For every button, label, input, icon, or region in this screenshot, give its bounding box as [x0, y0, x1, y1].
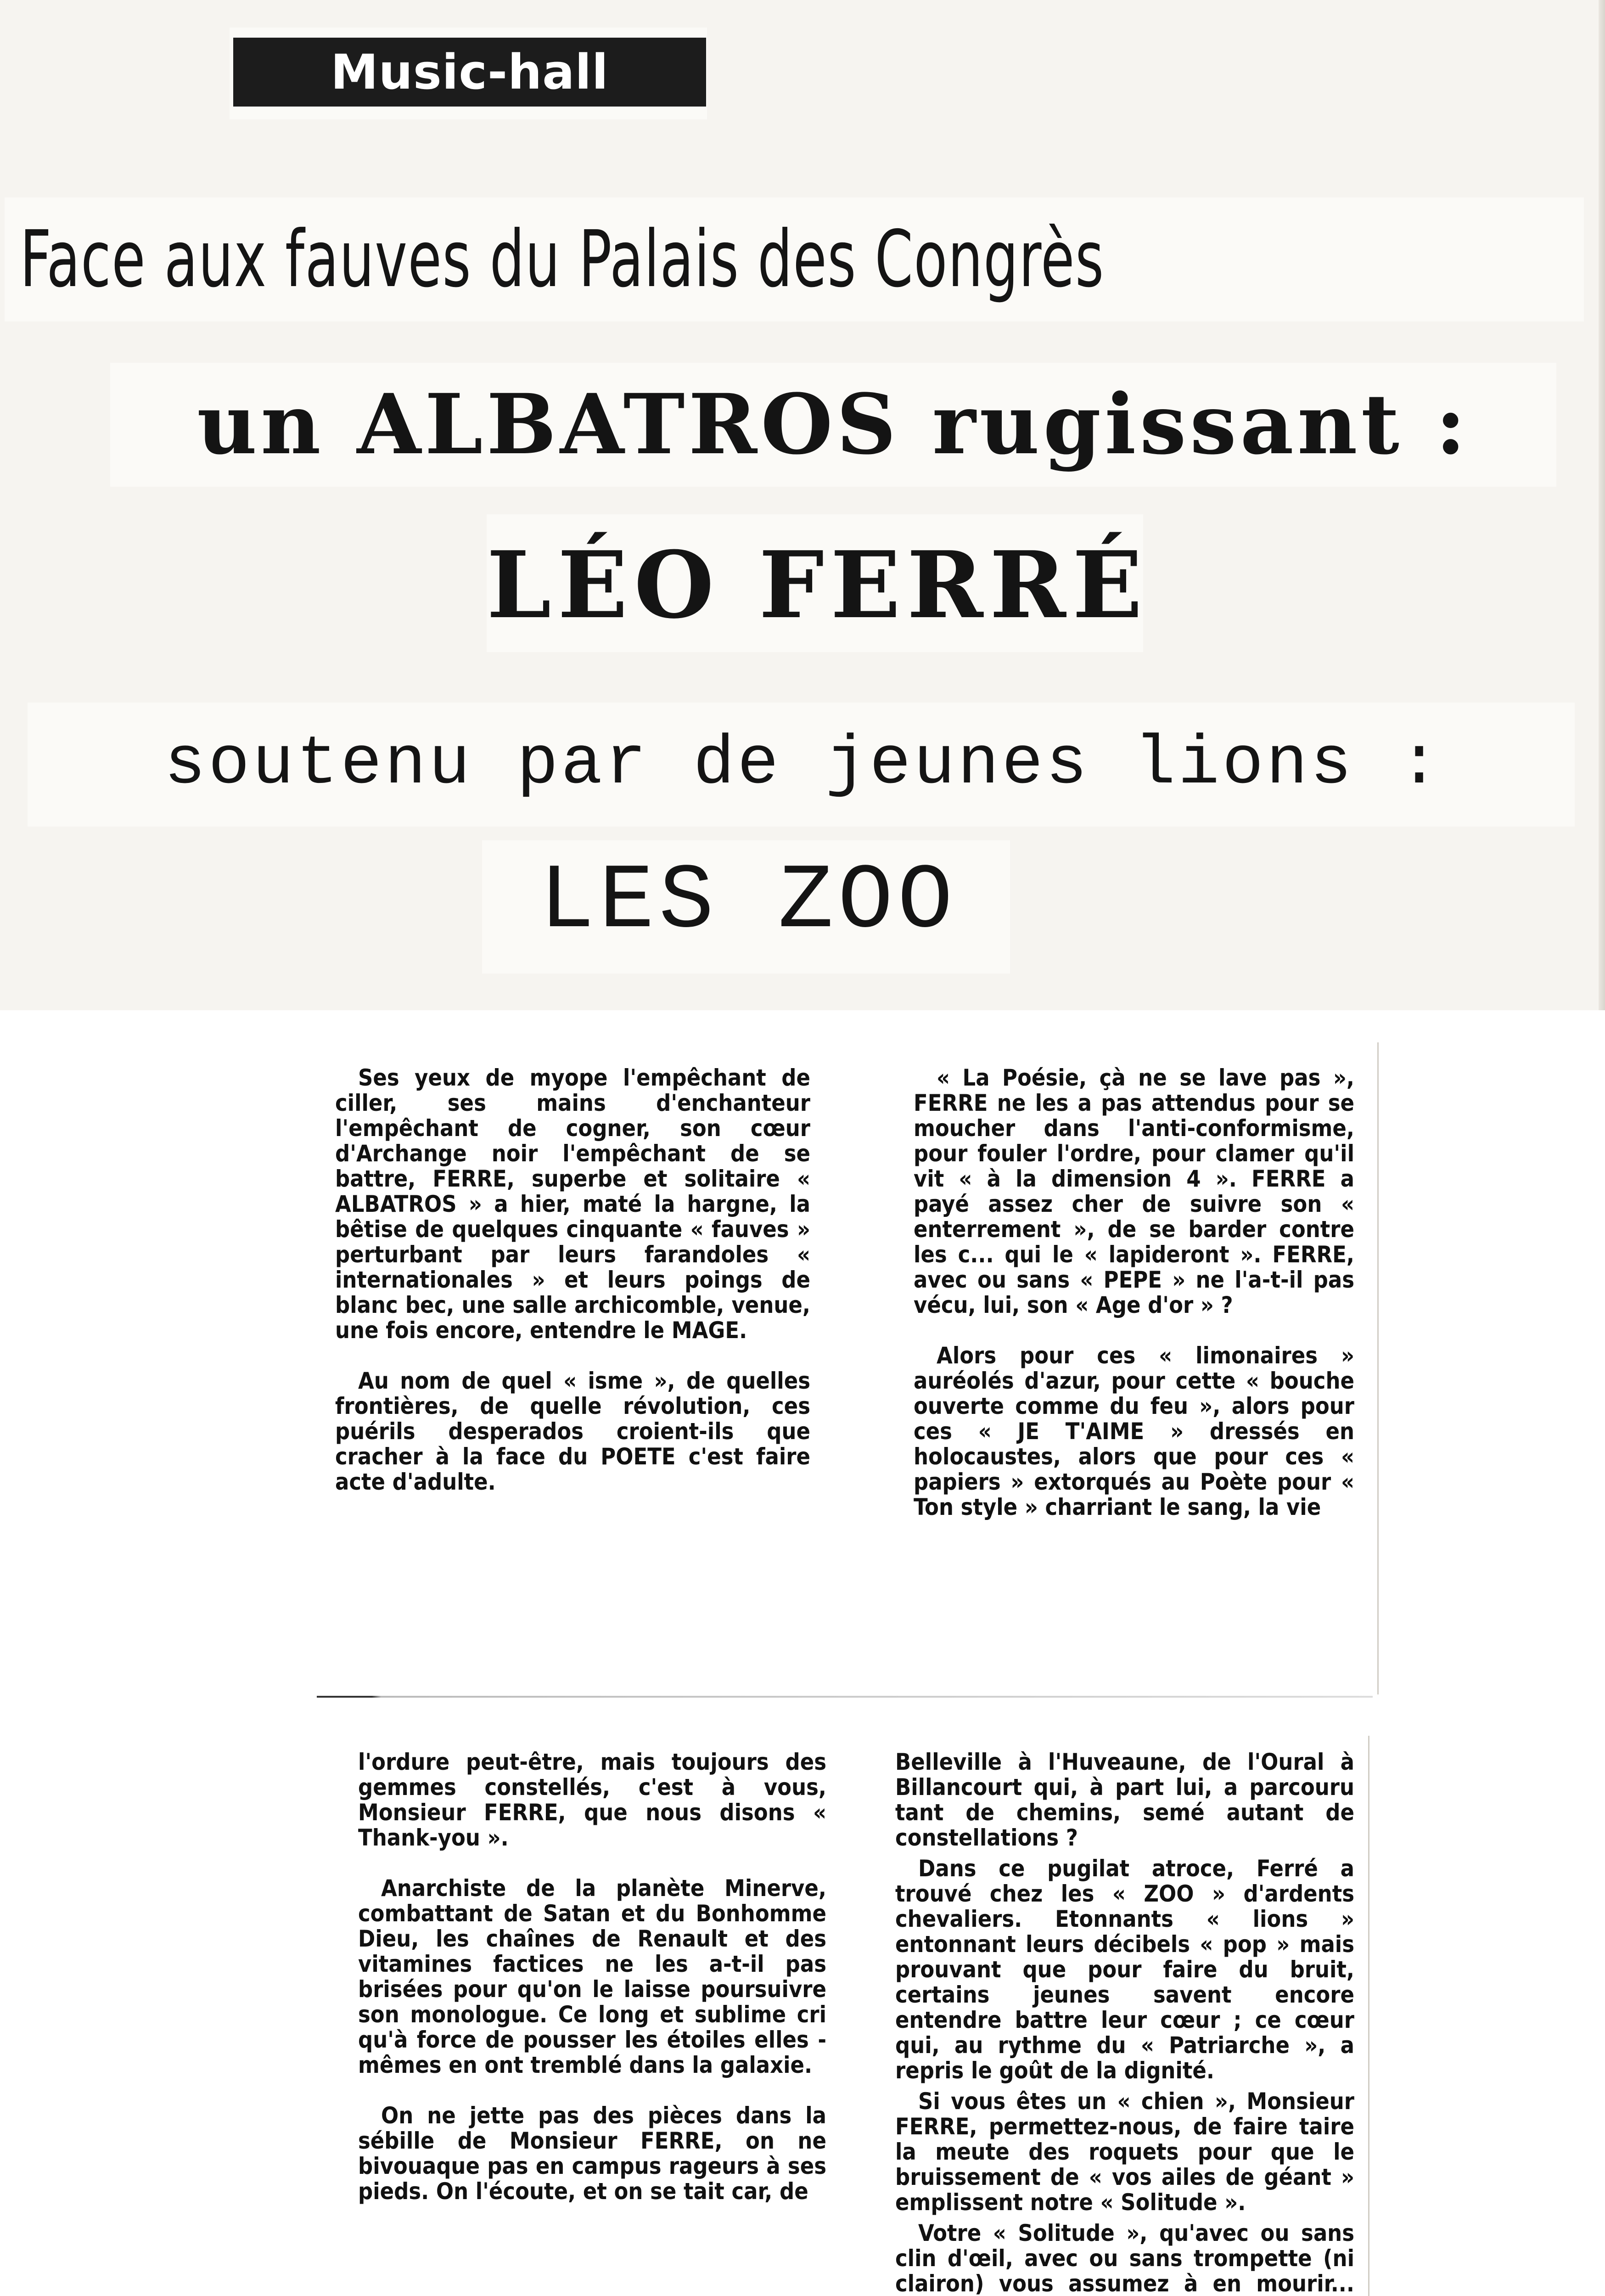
paragraph: Si vous êtes un « chien », Monsieur FERRE, permettez-nous, de faire taire la meute des roquets pour que le bruissement de « vos ailes de géant » emplissent notre « Solitude ».	[895, 2088, 1354, 2216]
paragraph: Votre « Solitude », qu'avec ou sans clin d'œil, avec ou sans trompette (ni clairon) vous assumez à en mourir...	[895, 2220, 1354, 2296]
article-column-3	[358, 1750, 826, 2229]
paragraph: Ses yeux de myope l'empêchant de ciller, ses mains d'enchanteur l'empêchant de cogner, son cœur d'Archange noir l'empêchant de se battre, FERRE, superbe et solitaire « ALBATROS » a hier, maté la hargne, la bêtise de quelques cinquante « fauves » perturbant par leurs farandoles « internationales » et leurs poings de blanc bec, une salle archicomble, venue, une fois encore, entendre le MAGE.	[335, 1064, 810, 1344]
page-edge	[1599, 0, 1605, 1010]
paragraph: Alors pour ces « limonaires » auréolés d'azur, pour cette « bouche ouverte comme du feu », alors pour ces « JE T'AIME » dressés en holocaustes, alors que pour ces « papiers » extorqués au Poète pour « Ton style » charriant le sang, la vie	[914, 1342, 1354, 1520]
paragraph: « La Poésie, çà ne se lave pas », FERRE ne les a pas attendus pour se moucher dans l'anti-conformisme, pour fouler l'ordre, pour clamer qu'il vit « à la dimension 4 ». FERRE a payé assez cher de suivre son « enterrement », de se barder contre les c... qui le « lapideront ». FERRE, avec ou sans « PEPE » ne l'a-t-il pas vécu, lui, son « Age d'or » ?	[914, 1064, 1354, 1318]
headline-line-3: LÉO FERRÉ	[487, 531, 1149, 639]
paragraph: Au nom de quel « isme », de quelles frontières, de quelle révolution, ces puérils desperados croient-ils que cracher à la face du POETE c'est faire acte d'adulte.	[335, 1367, 810, 1495]
headline-line-4: soutenu par de jeunes lions :	[164, 726, 1443, 804]
article-column-4	[895, 1750, 1354, 2296]
paragraph: l'ordure peut-être, mais toujours des gemmes constellés, c'est à vous, Monsieur FERRE, que nous disons « Thank-you ».	[358, 1749, 826, 1851]
headline-line-2: un ALBATROS rugissant :	[197, 376, 1470, 473]
clipping-cut-line	[317, 1696, 1373, 1698]
article-column-1	[335, 1065, 810, 1520]
section-banner-clipping	[230, 28, 707, 119]
paragraph: Anarchiste de la planète Minerve, combattant de Satan et du Bonhomme Dieu, les chaînes de Renault et des vitamines factices ne les a-t-il pas brisées pour qu'on le laisse poursuivre son monologue. Ce long et sublime cri qu'à force de pousser les étoiles elles -mêmes en ont tremblé dans la galaxie.	[358, 1875, 826, 2078]
headline-line-5: LES ZOO	[539, 850, 958, 954]
headline-line-1: Face aux fauves du Palais des Congrès	[20, 214, 1105, 305]
paragraph: Dans ce pugilat atroce, Ferré a trouvé chez les « ZOO » d'ardents chevaliers. Etonnants « lions » entonnant leurs décibels « pop » mais prouvant que pour faire du bruit, certains jeunes savent encore entendre battre leur cœur ; ce cœur qui, au rythme du « Patriarche », a repris le goût de la dignité.	[895, 1855, 1354, 2084]
paragraph: Belleville à l'Huveaune, de l'Oural à Billancourt qui, à part lui, a parcouru tant de chemins, semé autant de constellations ?	[895, 1749, 1354, 1851]
article-column-2	[914, 1065, 1354, 1545]
paragraph: On ne jette pas des pièces dans la sébille de Monsieur FERRE, on ne bivouaque pas en campus rageurs à ses pieds. On l'écoute, et on se tait car, de	[358, 2102, 826, 2205]
section-banner: Music-hall	[233, 38, 706, 107]
